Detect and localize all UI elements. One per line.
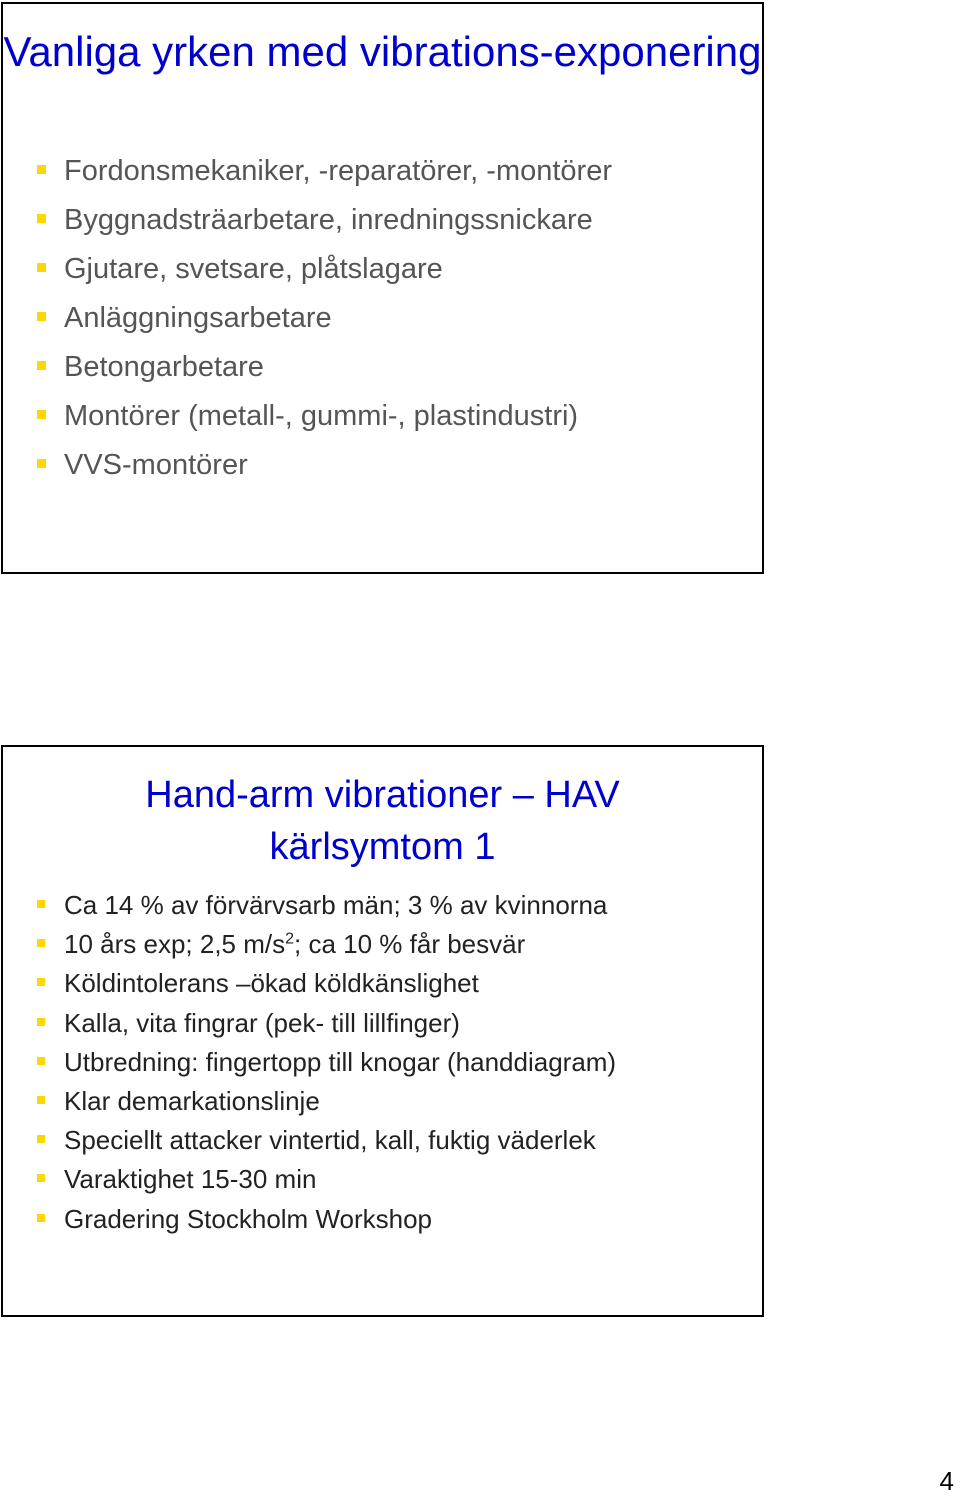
bullet-square-icon — [37, 410, 46, 419]
bullet-square-icon — [37, 165, 46, 174]
list-item: VVS-montörer — [37, 441, 752, 490]
list-item: Gradering Stockholm Workshop — [37, 1200, 752, 1239]
list-item: Klar demarkationslinje — [37, 1082, 752, 1121]
list-item: Fordonsmekaniker, -reparatörer, -montörer — [37, 147, 752, 196]
bullet-square-icon — [37, 978, 45, 986]
slide-vanliga-yrken — [1, 2, 764, 574]
bullet-square-icon — [37, 312, 46, 321]
list-item: Byggnadsträarbetare, inredningssnickare — [37, 196, 752, 245]
bullet-square-icon — [37, 1135, 45, 1143]
bullet-square-icon — [37, 1018, 45, 1026]
list-item: Betongarbetare — [37, 343, 752, 392]
slide-title-line2: kärlsymtom 1 — [269, 826, 496, 868]
bullet-square-icon — [37, 1214, 45, 1222]
bullet-square-icon — [37, 459, 46, 468]
page-number: 4 — [939, 1466, 954, 1496]
list-item: Speciellt attacker vintertid, kall, fuktig väderlek — [37, 1121, 752, 1160]
list-item: Kalla, vita fingrar (pek- till lillfinger) — [37, 1004, 752, 1043]
slide-title-line1: Hand-arm vibrationer – HAV — [145, 774, 620, 816]
slide-title: Vanliga yrken med vibrations-exponering — [3, 28, 762, 75]
list-item: Varaktighet 15-30 min — [37, 1160, 752, 1199]
list-item: Gjutare, svetsare, plåtslagare — [37, 245, 752, 294]
bullet-square-icon — [37, 1057, 45, 1065]
bullet-square-icon — [37, 900, 45, 908]
bullet-square-icon — [37, 361, 46, 370]
slide-title — [3, 769, 762, 873]
bullet-list — [37, 886, 752, 1239]
superscript: 2 — [285, 930, 295, 948]
bullet-square-icon — [37, 263, 46, 272]
bullet-square-icon — [37, 939, 45, 947]
list-item: 10 års exp; 2,5 $m/s^2$; ca 10 % får besvär — [37, 925, 752, 964]
bullet-square-icon — [37, 1096, 45, 1104]
list-item: Ca 14 % av förvärvsarb män; 3 % av kvinnorna — [37, 886, 752, 925]
list-item: Utbredning: fingertopp till knogar (handdiagram) — [37, 1043, 752, 1082]
bullet-square-icon — [37, 214, 46, 223]
bullet-list — [37, 147, 752, 490]
list-item: Montörer (metall-, gummi-, plastindustri) — [37, 392, 752, 441]
slide-hand-arm-vibrationer — [1, 745, 764, 1317]
bullet-square-icon — [37, 1174, 45, 1182]
list-item: Köldintolerans –ökad köldkänslighet — [37, 964, 752, 1003]
list-item: Anläggningsarbetare — [37, 294, 752, 343]
